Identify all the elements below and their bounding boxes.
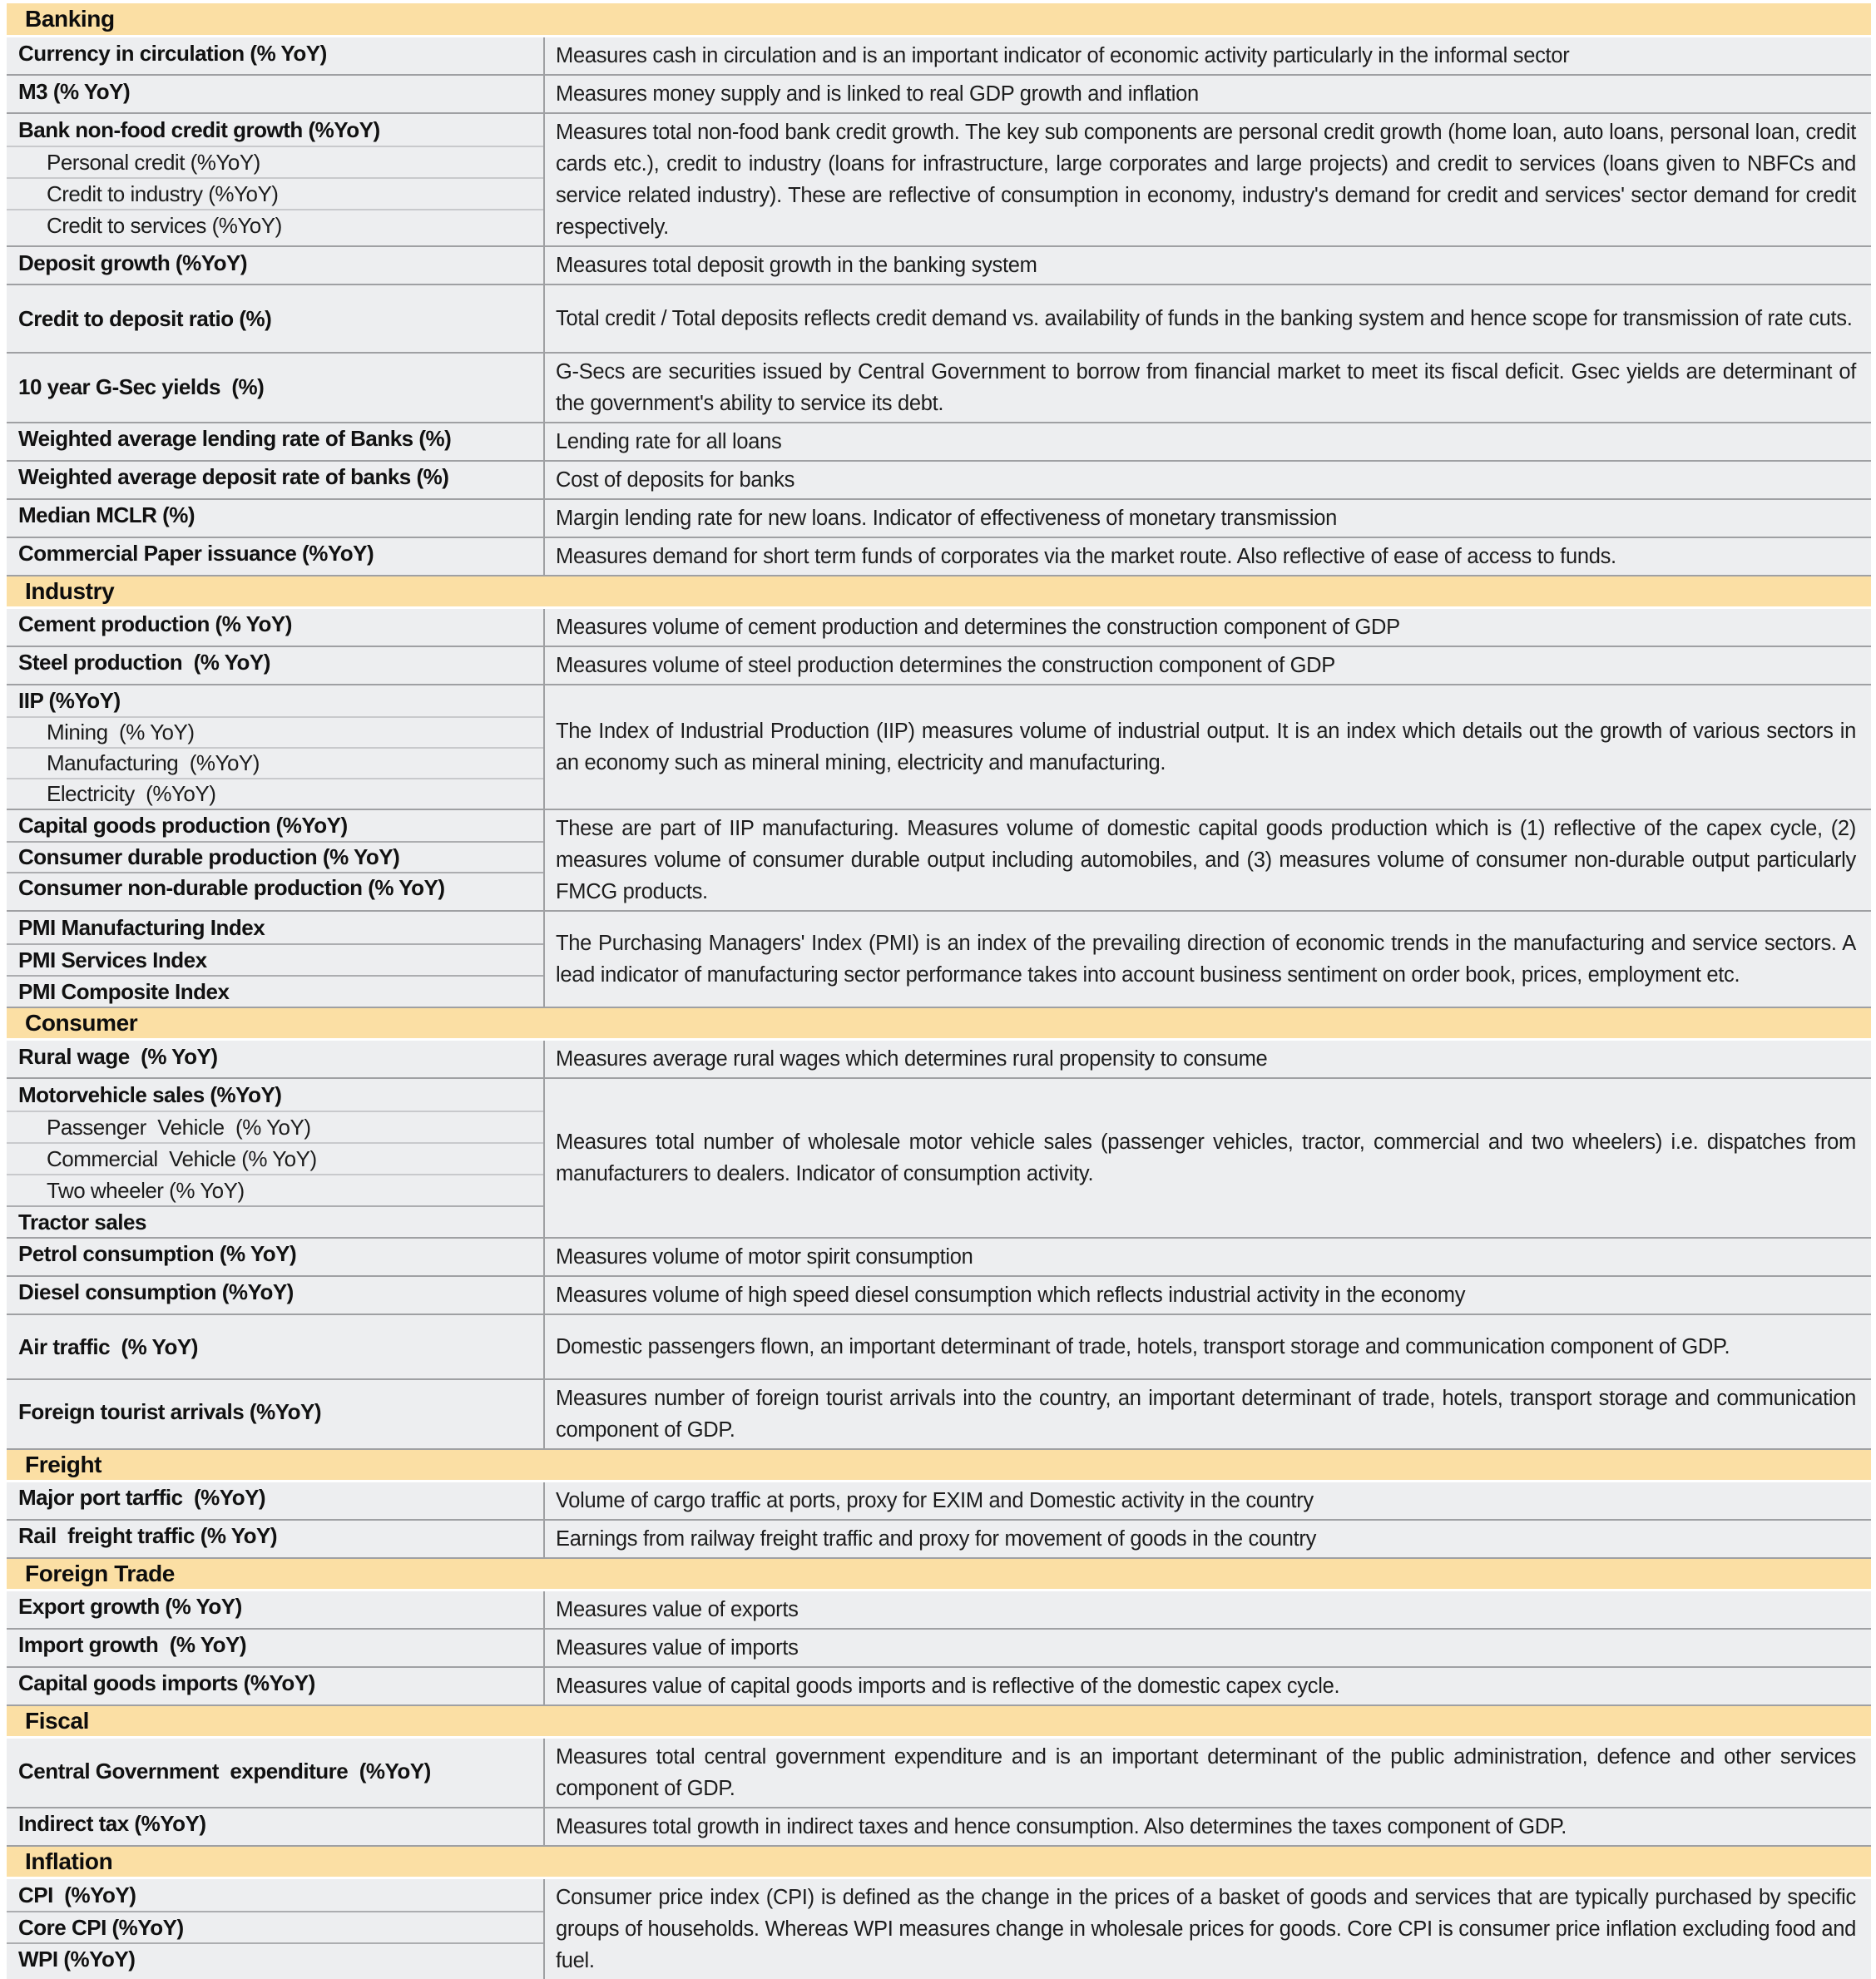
indicator-description: The Purchasing Managers' Index (PMI) is an index of the prevailing direction of economic trends in the manufacturing and service sectors. A lead indicator of manufacturing sector performance takes into account business sentiment on order book, prices, employment etc.	[556, 932, 1856, 987]
indicator-description: Measures average rural wages which determines rural propensity to consume	[556, 1047, 1268, 1071]
indicator-description-cell	[545, 1482, 1871, 1519]
indicator-description: Measures total central government expenditure and is an important determinant of the public administration, defence and other services component of GDP.	[556, 1745, 1856, 1800]
indicator-label: Cement production (% YoY)	[18, 611, 292, 636]
indicator-name-column	[7, 1591, 545, 1628]
section-title: Inflation	[25, 1848, 113, 1874]
indicator-row	[7, 1111, 543, 1142]
indicator-description: These are part of IIP manufacturing. Measures volume of domestic capital goods production which is (1) reflective of the capex cycle, (2) measures volume of consumer durable output including automobiles, and (3) measures volume of consumer non-durable output particularly FMCG products.	[556, 817, 1856, 903]
indicator-group	[7, 284, 1871, 352]
indicator-row	[7, 747, 543, 778]
indicator-description: Measures value of exports	[556, 1598, 799, 1621]
indicator-name-column	[7, 423, 545, 460]
indicator-name-column	[7, 1808, 545, 1845]
indicator-row	[7, 1239, 543, 1269]
indicator-description: Measures total number of wholesale motor vehicle sales (passenger vehicles, tractor, commercial and two wheelers) i.e. dispatches from manufacturers to dealers. Indicator of consumption activity.	[556, 1131, 1856, 1185]
indicator-label: Deposit growth (%YoY)	[18, 250, 248, 275]
indicator-row	[7, 1315, 543, 1378]
indicator-label: Major port tarffic (%YoY)	[18, 1485, 266, 1510]
indicator-description: Measures total non-food bank credit growth. The key sub components are personal credit growth (home loan, auto loans, personal loan, credit cards etc.), credit to industry (loans for infrastructure, large corporates and large projects) and credit to services (loans given to NBFCs and service related industry). These are reflective of consumption in economy, industry's demand for credit and services' sector demand for credit respectively.	[556, 121, 1856, 239]
indicator-row	[7, 1205, 543, 1237]
section-header-industry	[7, 575, 1871, 606]
section-title: Freight	[25, 1452, 102, 1477]
indicator-label: Indirect tax (%YoY)	[18, 1811, 206, 1836]
indicator-description-cell	[545, 1277, 1871, 1314]
indicator-label: Diesel consumption (%YoY)	[18, 1279, 294, 1304]
indicator-sublabel: Credit to industry (%YoY)	[47, 181, 279, 206]
indicator-row	[7, 810, 543, 841]
indicator-description: Measures total deposit growth in the banking system	[556, 254, 1037, 277]
indicator-name-column	[7, 1482, 545, 1519]
indicator-description: Volume of cargo traffic at ports, proxy for EXIM and Domestic activity in the country	[556, 1489, 1314, 1512]
indicator-row	[7, 1174, 543, 1205]
indicator-description-cell	[545, 1668, 1871, 1704]
indicator-label: Median MCLR (%)	[18, 502, 196, 527]
indicator-description-cell	[545, 609, 1871, 646]
indicator-description-cell	[545, 247, 1871, 284]
indicator-row	[7, 538, 543, 569]
indicator-row	[7, 1630, 543, 1660]
indicator-label: Bank non-food credit growth (%YoY)	[18, 116, 380, 142]
indicator-group	[7, 606, 1871, 646]
indicator-label: Consumer non-durable production (% YoY)	[18, 875, 445, 900]
indicator-label: Rail freight traffic (% YoY)	[18, 1523, 278, 1548]
indicator-label: Rural wage (% YoY)	[18, 1043, 218, 1069]
indicator-group	[7, 35, 1871, 74]
indicator-row	[7, 1942, 543, 1974]
indicator-name-column	[7, 285, 545, 352]
indicator-label: Import growth (% YoY)	[18, 1632, 247, 1657]
indicator-label: Tractor sales	[18, 1209, 146, 1234]
indicator-description: Earnings from railway freight traffic and proxy for movement of goods in the country	[556, 1527, 1317, 1551]
indicator-row	[7, 778, 543, 809]
indicator-row	[7, 841, 543, 872]
indicator-group	[7, 1077, 1871, 1237]
indicator-table	[7, 3, 1871, 1979]
indicator-description: The Index of Industrial Production (IIP) measures volume of industrial output. It is an index which details out the growth of various sectors in an economy such as mineral mining, electricity and manufacturing.	[556, 720, 1856, 774]
indicator-row	[7, 1591, 543, 1622]
indicator-row	[7, 37, 543, 69]
indicator-description-cell	[545, 1315, 1871, 1378]
indicator-label: Weighted average lending rate of Banks (%)	[18, 426, 452, 451]
indicator-name-column	[7, 76, 545, 112]
indicator-group	[7, 910, 1871, 1007]
indicator-description: Measures volume of high speed diesel consumption which reflects industrial activity in the economy	[556, 1284, 1466, 1307]
indicator-row	[7, 462, 543, 492]
indicator-label: Foreign tourist arrivals (%YoY)	[18, 1398, 321, 1424]
indicator-description-cell	[545, 1739, 1871, 1807]
indicator-label: Capital goods production (%YoY)	[18, 813, 348, 838]
indicator-row	[7, 1142, 543, 1174]
indicator-description-cell	[545, 1630, 1871, 1666]
indicator-name-column	[7, 912, 545, 1007]
indicator-description-cell	[545, 1380, 1871, 1448]
indicator-label: Weighted average deposit rate of banks (%)	[18, 464, 449, 489]
indicator-description-cell	[545, 1521, 1871, 1557]
indicator-description: Margin lending rate for new loans. Indicator of effectiveness of monetary transmission	[556, 507, 1337, 530]
indicator-description: Measures money supply and is linked to real GDP growth and inflation	[556, 82, 1199, 106]
indicator-label: Core CPI (%YoY)	[18, 1914, 184, 1940]
indicator-row	[7, 1277, 543, 1308]
indicator-row	[7, 1879, 543, 1911]
indicator-description-cell	[545, 1808, 1871, 1845]
indicator-group	[7, 1275, 1871, 1314]
indicator-description-cell	[545, 1079, 1871, 1237]
indicator-name-column	[7, 1079, 545, 1237]
indicator-label: Motorvehicle sales (%YoY)	[18, 1081, 282, 1107]
indicator-label: M3 (% YoY)	[18, 78, 131, 104]
indicator-sublabel: Manufacturing (%YoY)	[47, 750, 260, 775]
indicator-label: Air traffic (% YoY)	[18, 1333, 198, 1359]
indicator-description-cell	[545, 500, 1871, 537]
indicator-name-column	[7, 1739, 545, 1807]
indicator-description-cell	[545, 462, 1871, 498]
indicator-label: Currency in circulation (% YoY)	[18, 40, 327, 66]
indicator-group	[7, 1519, 1871, 1557]
indicator-label: Capital goods imports (%YoY)	[18, 1670, 315, 1695]
section-header-banking	[7, 3, 1871, 35]
indicator-group	[7, 1378, 1871, 1448]
indicator-sublabel: Electricity (%YoY)	[47, 781, 216, 806]
indicator-name-column	[7, 114, 545, 245]
indicator-group	[7, 1589, 1871, 1628]
indicator-group	[7, 1038, 1871, 1077]
indicator-group	[7, 1807, 1871, 1845]
indicator-sublabel: Mining (% YoY)	[47, 720, 195, 745]
section-title: Foreign Trade	[25, 1561, 175, 1586]
indicator-description-cell	[545, 912, 1871, 1007]
indicator-description-cell	[545, 76, 1871, 112]
indicator-group	[7, 460, 1871, 498]
indicator-group	[7, 537, 1871, 575]
indicator-description: Measures value of imports	[556, 1636, 799, 1660]
indicator-row	[7, 177, 543, 209]
indicator-description-cell	[545, 1239, 1871, 1275]
indicator-sublabel: Credit to services (%YoY)	[47, 212, 282, 238]
section-header-freight	[7, 1448, 1871, 1480]
section-title: Industry	[25, 578, 115, 604]
indicator-description: Consumer price index (CPI) is defined as the change in the prices of a basket of goods and services that are typically purchased by specific groups of households. Whereas WPI measures change in wholesale prices for goods. Core CPI is consumer price inflation excluding food and fuel.	[556, 1886, 1856, 1972]
indicator-description-cell	[545, 685, 1871, 809]
indicator-row	[7, 685, 543, 716]
indicator-group	[7, 1736, 1871, 1807]
indicator-name-column	[7, 1879, 545, 1979]
indicator-description-cell	[545, 647, 1871, 684]
indicator-row	[7, 423, 543, 454]
indicator-row	[7, 943, 543, 975]
indicator-group	[7, 1877, 1871, 1979]
indicator-description-cell	[545, 1879, 1871, 1979]
indicator-group	[7, 422, 1871, 460]
indicator-name-column	[7, 810, 545, 910]
indicator-description-cell	[545, 354, 1871, 422]
indicator-description: Measures cash in circulation and is an important indicator of economic activity particularly in the informal sector	[556, 44, 1570, 67]
indicator-description-cell	[545, 1591, 1871, 1628]
indicator-group	[7, 1628, 1871, 1666]
indicator-row	[7, 1739, 543, 1803]
indicator-label: Central Government expenditure (%YoY)	[18, 1758, 431, 1784]
indicator-description-cell	[545, 538, 1871, 575]
indicator-name-column	[7, 647, 545, 684]
indicator-description-cell	[545, 1041, 1871, 1077]
indicator-name-column	[7, 247, 545, 284]
indicator-group	[7, 498, 1871, 537]
indicator-row	[7, 609, 543, 640]
indicator-label: CPI (%YoY)	[18, 1882, 136, 1907]
indicator-label: Petrol consumption (% YoY)	[18, 1241, 297, 1266]
indicator-row	[7, 1521, 543, 1551]
indicator-row	[7, 500, 543, 531]
indicator-sublabel: Personal credit (%YoY)	[47, 149, 260, 175]
indicator-description-cell	[545, 37, 1871, 74]
indicator-name-column	[7, 538, 545, 575]
indicator-row	[7, 146, 543, 177]
indicator-group	[7, 74, 1871, 112]
indicator-name-column	[7, 37, 545, 74]
indicator-description: Lending rate for all loans	[556, 430, 782, 453]
indicator-group	[7, 112, 1871, 245]
indicator-name-column	[7, 1041, 545, 1077]
indicator-description: Total credit / Total deposits reflects credit demand vs. availability of funds in the banking system and hence scope for transmission of rate cuts.	[556, 307, 1853, 330]
indicator-sublabel: Commercial Vehicle (% YoY)	[47, 1145, 317, 1171]
indicator-name-column	[7, 1668, 545, 1704]
indicator-label: Commercial Paper issuance (%YoY)	[18, 541, 374, 566]
indicator-sublabel: Two wheeler (% YoY)	[47, 1177, 245, 1203]
indicator-name-column	[7, 354, 545, 422]
indicator-label: IIP (%YoY)	[18, 688, 121, 713]
indicator-label: PMI Services Index	[18, 947, 207, 972]
indicator-name-column	[7, 1277, 545, 1314]
section-title: Consumer	[25, 1010, 138, 1036]
indicator-name-column	[7, 1315, 545, 1378]
indicator-description: Measures volume of motor spirit consumption	[556, 1245, 973, 1269]
indicator-row	[7, 1668, 543, 1699]
indicator-group	[7, 646, 1871, 684]
indicator-row	[7, 1041, 543, 1072]
indicator-description-cell	[545, 810, 1871, 910]
indicator-group	[7, 1480, 1871, 1519]
section-header-foreign-trade	[7, 1557, 1871, 1589]
indicator-row	[7, 1482, 543, 1513]
indicator-group	[7, 245, 1871, 284]
indicator-name-column	[7, 1630, 545, 1666]
indicator-name-column	[7, 685, 545, 809]
section-title: Banking	[25, 6, 115, 32]
indicator-label: PMI Manufacturing Index	[18, 914, 265, 940]
indicator-group	[7, 809, 1871, 910]
indicator-row	[7, 114, 543, 146]
indicator-row	[7, 1808, 543, 1839]
indicator-group	[7, 352, 1871, 422]
indicator-row	[7, 209, 543, 240]
indicator-row	[7, 912, 543, 943]
indicator-description: Cost of deposits for banks	[556, 468, 795, 492]
indicator-row	[7, 76, 543, 107]
indicator-label: Credit to deposit ratio (%)	[18, 305, 272, 331]
indicator-description: Measures number of foreign tourist arrivals into the country, an important determinant of trade, hotels, transport storage and communication component of GDP.	[556, 1387, 1856, 1442]
indicator-label: Export growth (% YoY)	[18, 1594, 242, 1619]
indicator-row	[7, 1380, 543, 1443]
indicator-label: Steel production (% YoY)	[18, 650, 270, 675]
indicator-description: Measures volume of steel production determines the construction component of GDP	[556, 654, 1335, 677]
indicator-group	[7, 684, 1871, 809]
indicator-label: WPI (%YoY)	[18, 1946, 136, 1972]
indicator-name-column	[7, 500, 545, 537]
indicator-sublabel: Passenger Vehicle (% YoY)	[47, 1114, 311, 1140]
indicator-name-column	[7, 462, 545, 498]
indicator-description-cell	[545, 285, 1871, 352]
section-header-fiscal	[7, 1704, 1871, 1736]
indicator-description: G-Secs are securities issued by Central Government to borrow from financial market to meet its fiscal deficit. Gsec yields are determinant of the government's ability to service its debt.	[556, 360, 1856, 415]
indicator-description-cell	[545, 114, 1871, 245]
indicator-description: Measures total growth in indirect taxes and hence consumption. Also determines the taxes component of GDP.	[556, 1815, 1567, 1838]
indicator-row	[7, 247, 543, 279]
indicator-description: Measures volume of cement production and determines the construction component of GDP	[556, 616, 1400, 639]
indicator-row	[7, 285, 543, 352]
indicator-label: PMI Composite Index	[18, 978, 230, 1004]
indicator-row	[7, 716, 543, 747]
indicator-row	[7, 647, 543, 678]
indicator-group	[7, 1314, 1871, 1378]
indicator-name-column	[7, 1521, 545, 1557]
indicator-row	[7, 354, 543, 420]
section-title: Fiscal	[25, 1708, 89, 1734]
indicator-description-cell	[545, 423, 1871, 460]
indicator-label: Consumer durable production (% YoY)	[18, 844, 400, 869]
indicator-name-column	[7, 1380, 545, 1448]
indicator-row	[7, 1911, 543, 1942]
indicator-group	[7, 1666, 1871, 1704]
section-header-inflation	[7, 1845, 1871, 1877]
indicator-label: 10 year G-Sec yields (%)	[18, 374, 265, 399]
indicator-description: Measures demand for short term funds of corporates via the market route. Also reflective of ease of access to funds.	[556, 545, 1616, 568]
indicator-description: Measures value of capital goods imports and is reflective of the domestic capex cycle.	[556, 1675, 1340, 1698]
indicator-name-column	[7, 609, 545, 646]
indicator-group	[7, 1237, 1871, 1275]
indicator-row	[7, 872, 543, 903]
indicator-name-column	[7, 1239, 545, 1275]
indicator-row	[7, 1079, 543, 1111]
indicator-description: Domestic passengers flown, an important determinant of trade, hotels, transport storage and communication component of GDP.	[556, 1335, 1730, 1358]
indicator-row	[7, 975, 543, 1007]
section-header-consumer	[7, 1007, 1871, 1038]
